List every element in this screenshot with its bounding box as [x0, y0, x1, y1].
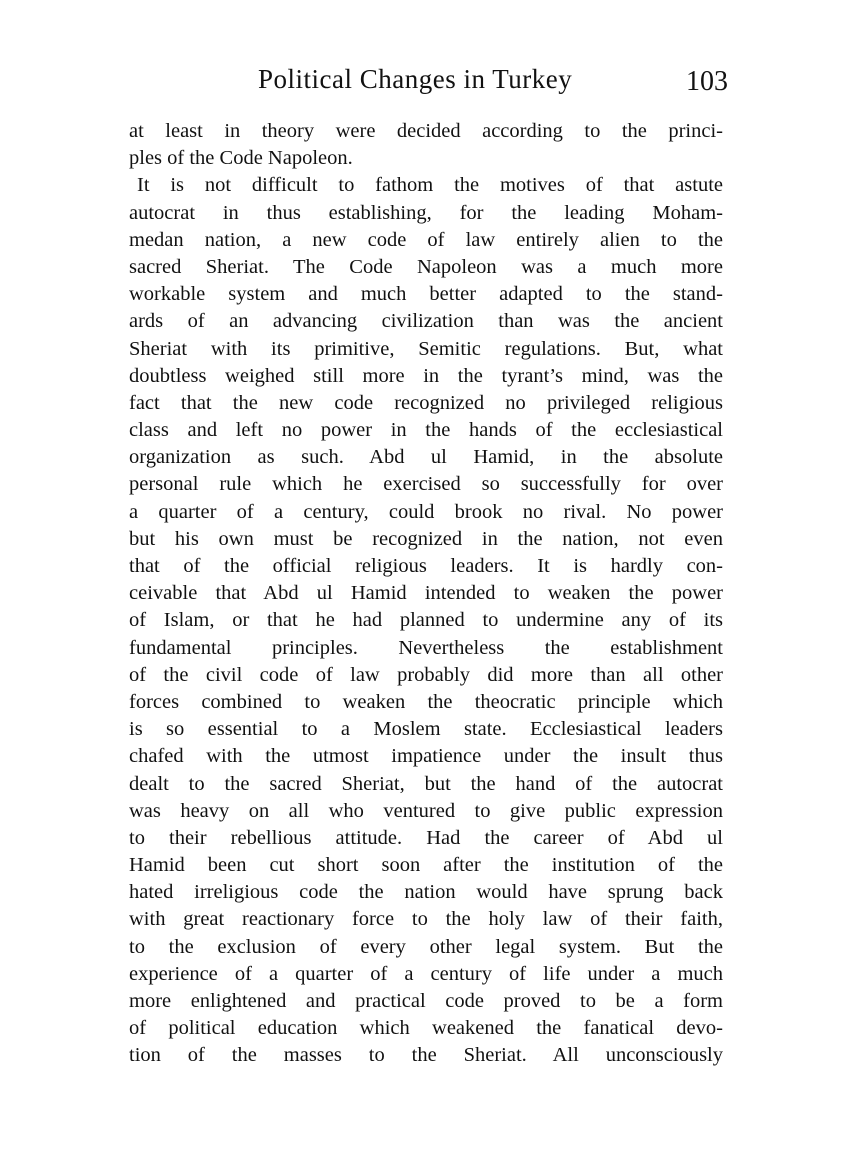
- text-line: forces combined to weaken the theocratic principle which: [129, 690, 723, 713]
- text-line: with great reactionary force to the holy law of their faith,: [129, 908, 723, 931]
- text-line: but his own must be recognized in the nation, not even: [129, 527, 723, 550]
- text-line: autocrat in thus establishing, for the leading Moham-: [129, 201, 723, 224]
- page-number: 103: [686, 66, 728, 97]
- text-line: to their rebellious attitude. Had the career of Abd ul: [129, 826, 723, 849]
- text-line: sacred Sheriat. The Code Napoleon was a much more: [129, 255, 723, 278]
- text-line: ceivable that Abd ul Hamid intended to weaken the power: [129, 582, 723, 605]
- text-line: more enlightened and practical code proved to be a form: [129, 990, 723, 1012]
- text-line: medan nation, a new code of law entirely alien to the: [129, 228, 723, 251]
- text-line: class and left no power in the hands of the ecclesiastical: [129, 419, 723, 442]
- text-line: fundamental principles. Nevertheless the establishment: [129, 636, 723, 659]
- text-line: experience of a quarter of a century of life under a much: [129, 962, 723, 985]
- text-line: hated irreligious code the nation would have sprung back: [129, 881, 723, 904]
- text-line: workable system and much better adapted to the stand-: [129, 283, 723, 306]
- text-line: personal rule which he exercised so successfully for over: [129, 473, 723, 496]
- text-line: tion of the masses to the Sheriat. All unconsciously: [129, 1044, 723, 1067]
- text-line: a quarter of a century, could brook no rival. No power: [129, 500, 723, 523]
- text-line: that of the official religious leaders. It is hardly con-: [129, 555, 723, 577]
- text-line: fact that the new code recognized no privileged religious: [129, 391, 723, 414]
- text-line: Sheriat with its primitive, Semitic regulations. But, what: [129, 337, 723, 360]
- text-line: of political education which weakened the fanatical devo-: [129, 1017, 723, 1040]
- text-line: is so essential to a Moslem state. Ecclesiastical leaders: [129, 718, 723, 741]
- text-line: chafed with the utmost impatience under the insult thus: [129, 745, 723, 768]
- text-line: It is not difficult to fathom the motives of that astute: [137, 174, 723, 197]
- text-line: was heavy on all who ventured to give public expression: [129, 799, 723, 822]
- text-line: at least in theory were decided according to the princi-: [129, 120, 723, 142]
- text-line: dealt to the sacred Sheriat, but the hand of the autocrat: [129, 772, 723, 795]
- body-text: [129, 118, 723, 1070]
- text-line: of Islam, or that he had planned to undermine any of its: [129, 609, 723, 632]
- text-line: Hamid been cut short soon after the institution of the: [129, 854, 723, 877]
- running-title: Political Changes in Turkey: [258, 64, 573, 94]
- text-line: to the exclusion of every other legal system. But the: [129, 935, 723, 958]
- running-head: [130, 64, 730, 104]
- text-line: ards of an advancing civilization than was the ancient: [129, 310, 723, 333]
- text-line: doubtless weighed still more in the tyrant’s mind, was the: [129, 364, 723, 387]
- text-line: ples of the Code Napoleon.: [129, 147, 353, 170]
- text-line: of the civil code of law probably did more than all other: [129, 663, 723, 686]
- text-line: organization as such. Abd ul Hamid, in the absolute: [129, 446, 723, 469]
